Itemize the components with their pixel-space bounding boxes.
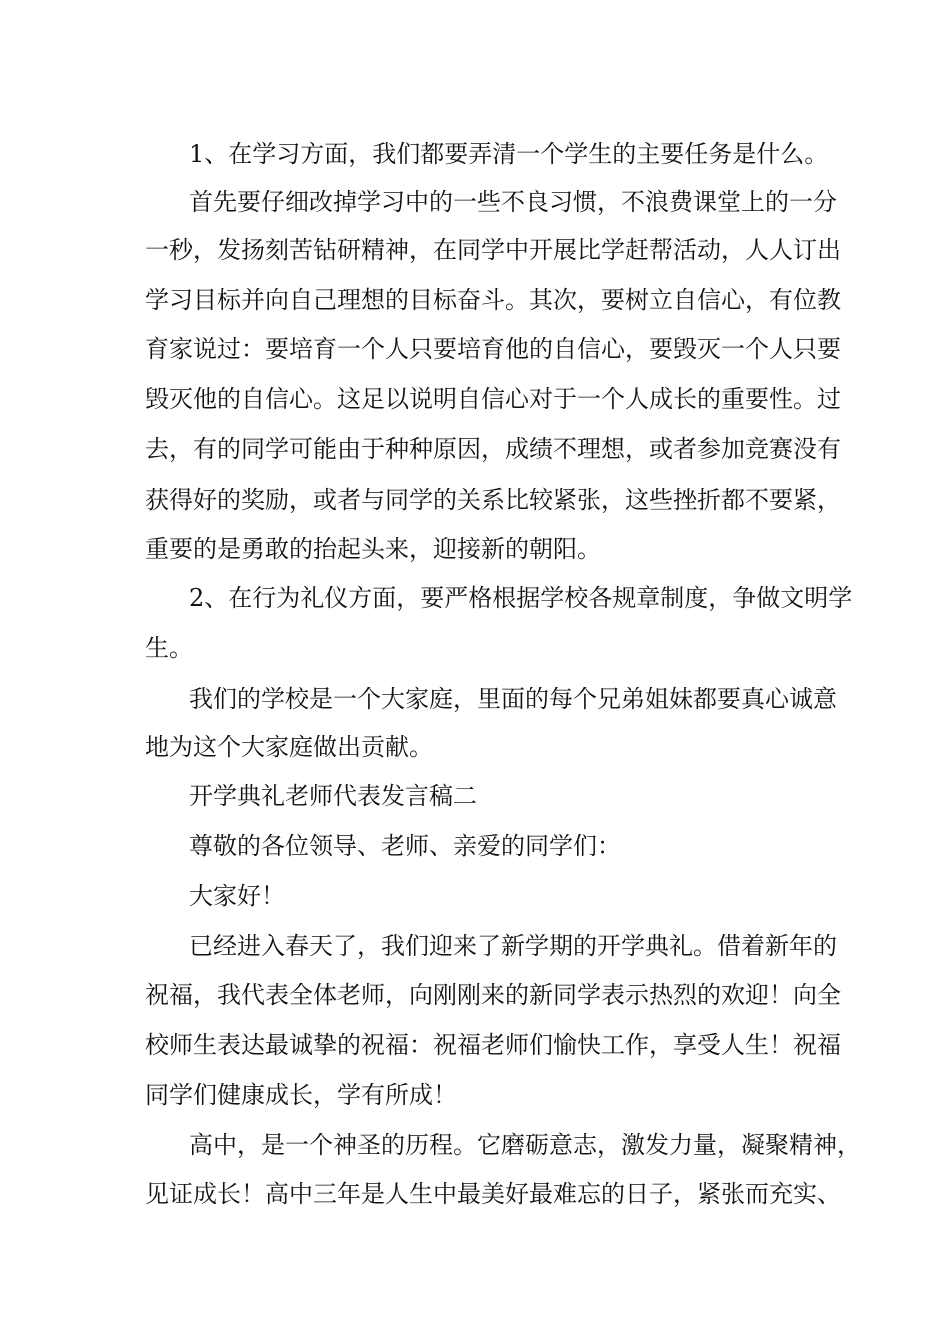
paragraph-line: 我们的学校是一个大家庭，里面的每个兄弟姐妹都要真心诚意 <box>189 685 837 713</box>
paragraph-line: 祝福，我代表全体老师，向刚刚来的新同学表示热烈的欢迎！向全 <box>145 981 841 1009</box>
paragraph-line: 育家说过：要培育一个人只要培育他的自信心，要毁灭一个人只要 <box>145 335 841 363</box>
paragraph-line: 2、在行为礼仪方面，要严格根据学校各规章制度，争做文明学 <box>189 584 853 612</box>
paragraph-line: 重要的是勇敢的抬起头来，迎接新的朝阳。 <box>145 535 601 563</box>
paragraph-line: 毁灭他的自信心。这足以说明自信心对于一个人成长的重要性。过 <box>145 385 841 413</box>
paragraph-line: 已经进入春天了，我们迎来了新学期的开学典礼。借着新年的 <box>189 932 837 960</box>
section-heading: 开学典礼老师代表发言稿二 <box>189 782 477 810</box>
paragraph-line: 一秒，发扬刻苦钻研精神，在同学中开展比学赶帮活动，人人订出 <box>145 236 841 264</box>
paragraph-line: 地为这个大家庭做出贡献。 <box>145 733 433 761</box>
paragraph-line: 获得好的奖励，或者与同学的关系比较紧张，这些挫折都不要紧， <box>145 486 841 514</box>
paragraph-line: 1、在学习方面，我们都要弄清一个学生的主要任务是什么。 <box>189 140 829 168</box>
greeting-line: 大家好！ <box>189 882 285 910</box>
paragraph-line: 见证成长！高中三年是人生中最美好最难忘的日子，紧张而充实、 <box>145 1180 841 1208</box>
paragraph-line: 高中，是一个神圣的历程。它磨砺意志，激发力量，凝聚精神， <box>189 1131 861 1159</box>
salutation-line: 尊敬的各位领导、老师、亲爱的同学们： <box>189 832 621 860</box>
paragraph-line: 生。 <box>145 634 193 662</box>
paragraph-line: 去，有的同学可能由于种种原因，成绩不理想，或者参加竞赛没有 <box>145 435 841 463</box>
paragraph-line: 同学们健康成长，学有所成！ <box>145 1081 457 1109</box>
paragraph-line: 校师生表达最诚挚的祝福：祝福老师们愉快工作，享受人生！祝福 <box>145 1031 841 1059</box>
paragraph-line: 学习目标并向自己理想的目标奋斗。其次，要树立自信心，有位教 <box>145 286 841 314</box>
paragraph-line: 首先要仔细改掉学习中的一些不良习惯，不浪费课堂上的一分 <box>189 188 837 216</box>
